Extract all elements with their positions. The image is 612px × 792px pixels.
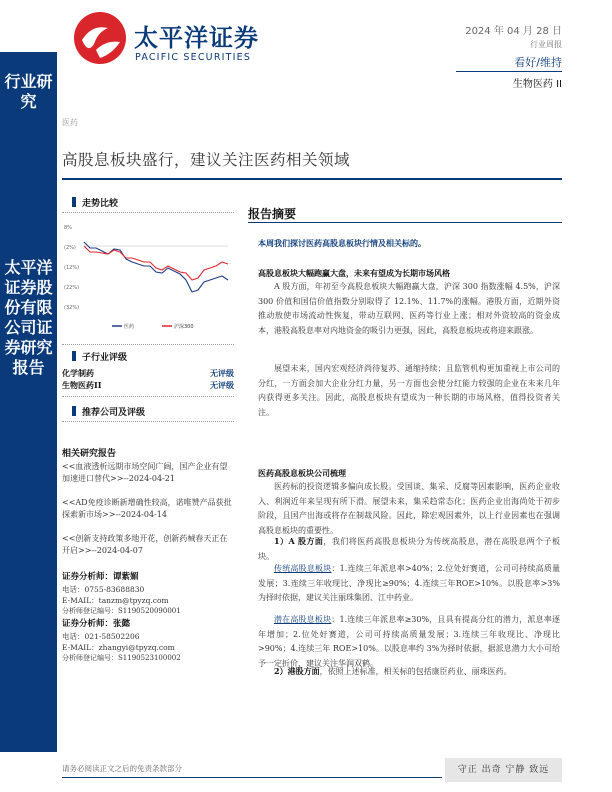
related-section-title: 相关研究报告 xyxy=(62,449,117,459)
summary-intro: 本周我们探讨医药高股息板块行情及相关标的。 xyxy=(258,238,426,248)
rating-value: 无评级 xyxy=(210,368,234,378)
analyst-email[interactable]: E-MAIL：zhangyi@tpyzq.com xyxy=(62,643,175,652)
trend-section-title xyxy=(82,196,118,209)
section2-title: 医药高股息板块公司梳理 xyxy=(258,468,346,478)
recommend-title-text: 推荐公司及评级 xyxy=(82,408,146,418)
divider xyxy=(62,212,234,213)
section1-paragraph2: 展望未来，国内宏观经济尚待复苏、通缩持续；且监管机构更加重视上市公司的分红，一方面会加大企业分红力量，另一方面也会使分红能力较强的企业在未来几年内获得更多关注。因此，高股息板块有望成为一种长期的市场风格，值得投资者关注。 xyxy=(258,364,560,417)
chart-series xyxy=(84,242,228,292)
divider xyxy=(62,344,234,345)
analyst-phone: 电话：0755-83688830 xyxy=(62,585,145,594)
divider xyxy=(62,396,234,397)
rating-industry: 生物医药II xyxy=(62,380,102,390)
y-tick-label: 8% xyxy=(64,225,72,231)
sector-tag: 医药 xyxy=(62,118,78,127)
related-report-link[interactable]: <<创新支持政策多地开花，创新药械春天正在开启>>--2024-04-07 xyxy=(62,534,228,555)
section-marker xyxy=(72,406,76,416)
title-divider xyxy=(62,178,562,180)
related-report-link[interactable]: <<AD免疫诊断新增确性较高，诺唯赞产品获批探索新市场>>--2024-04-14 xyxy=(62,498,232,519)
chart-legend xyxy=(112,323,194,330)
section1-paragraph1: A 股方面，年初至今高股息板块大幅跑赢大盘，沪深 300 指数涨幅 4.5%，沪深 300 价值和国信价值指数分别取得了 12.1%、11.7%的涨幅。港股方面，近期外资推动敖使市场流动性恢复，带动互联网、医药等行业上涨；相对外资较高的资金成本，港股高股息率对内地资金的吸引力更强，因此，高股息板块或将迎来跟涨。 xyxy=(258,282,560,335)
footer-divider xyxy=(62,777,442,778)
y-tick-label: (22%) xyxy=(64,285,80,291)
section2-paragraph3 xyxy=(258,562,560,606)
legend-label: 医药 xyxy=(124,324,135,330)
trend-chart xyxy=(62,218,234,338)
divider xyxy=(62,421,234,422)
analyst-cert: 分析师登记编号：S1190520090001 xyxy=(62,607,181,615)
section1-title: 高股息板块大幅跑赢大盘，未来有望成为长期市场风格 xyxy=(258,268,450,278)
related-report-link[interactable]: <<血液透析远期市场空间广阔，国产企业有望加速进口替代>>--2024-04-21 xyxy=(62,462,228,483)
y-tick-label: (12%) xyxy=(64,265,80,271)
rating-table xyxy=(62,368,234,392)
paragraph-body: ，我们将医药高股息板块分为传统高股息，潜在高股息两个子板块。 xyxy=(258,537,561,561)
paragraph-body: ：1.连续三年派息率≥30%，且具有提高分红的潜力，派息率逐年增加；2.位处好赛道，公司可持续高质量发展；3.连续三年收现比、净现比>90%；4.连续三年 ROE>10%。以股息率约 3%为择时依据，据派息潜力大小可给予一定折价，建议关注华润双鹤。 xyxy=(258,615,561,668)
section2-paragraph1: 医药标的投资逻辑多偏向成长股。受国谈、集采、反腐等因素影响，医药企业收入、利润近年来呈现有所下滑。展望未来，集采趋常态化；医药企业出海尚处于初步阶段，且国产出海或将存在制裁风险。因此，除宏观因素外，以上行业因素也在强调高股息板块的重要性。 xyxy=(258,482,560,535)
analyst-1 xyxy=(62,571,139,583)
analyst-2 xyxy=(62,618,130,630)
company-motto: 守正 出奇 宁静 致远 xyxy=(445,758,562,782)
analyst-name: 谭紫媚 xyxy=(113,572,139,582)
analyst-role: 证券分析师： xyxy=(62,572,114,582)
analyst-role: 证券分析师： xyxy=(62,619,114,629)
section-marker xyxy=(72,197,76,207)
series-line-沪深300 xyxy=(84,246,228,280)
report-date: 2024 年 04 月 28 日 xyxy=(465,26,562,37)
summary-heading: 报告摘要 xyxy=(248,207,297,221)
logo-english-name: PACIFIC SECURITIES xyxy=(135,52,252,63)
y-axis-ticks xyxy=(64,225,228,311)
paragraph-lead: 传统高股息板块 xyxy=(274,564,332,573)
industry-rating: 看好/维持 xyxy=(514,56,562,69)
rating-row xyxy=(62,380,234,392)
series-line-医药 xyxy=(84,242,228,292)
y-tick-label: (32%) xyxy=(64,305,80,311)
section2-paragraph2 xyxy=(258,534,560,564)
report-type: 行业周报 xyxy=(530,40,562,49)
header-divider xyxy=(456,71,562,72)
section2-paragraph5 xyxy=(258,664,560,680)
paragraph-body: ，依照上述标准，相关标的包括康臣药业、丽珠医药。 xyxy=(319,667,512,676)
industry-name: 生物医药 II xyxy=(512,79,562,90)
rating-title-text: 子行业评级 xyxy=(82,353,128,363)
rating-industry: 化学制药 xyxy=(62,368,94,378)
footer-disclaimer: 请务必阅读正文之后的免责条款部分 xyxy=(62,764,182,773)
logo-chinese-name: 太平洋证券 xyxy=(134,24,259,52)
legend-label: 沪深300 xyxy=(174,324,194,330)
y-tick-label: (2%) xyxy=(64,245,76,251)
analyst-cert: 分析师登记编号：S1190523100002 xyxy=(62,654,181,662)
sidebar-label-industry-research: 行业研究 xyxy=(4,72,53,111)
section2-paragraph4 xyxy=(258,613,560,671)
analyst-phone: 电话：021-58502206 xyxy=(62,632,140,641)
paragraph-body: ：1.连续三年派息率>40%；2.位处好赛道，公司可持续高质量发展；3.连续三年收现比、净现比≥90%；4.连续三年ROE>10%。以股息率>3%为择时依据，建议关注丽珠集团、江中药业。 xyxy=(258,564,561,603)
paragraph-lead: 潜在高股息板块 xyxy=(274,615,332,624)
recommend-section-title xyxy=(82,405,145,418)
paragraph-lead: 1）A 股方面 xyxy=(274,536,324,546)
paragraph-lead: 2）港股方面 xyxy=(274,666,320,676)
pacific-securities-logo-icon xyxy=(72,10,128,66)
report-title: 高股息板块盛行，建议关注医药相关领域 xyxy=(62,151,351,169)
rating-value: 无评级 xyxy=(210,380,234,390)
analyst-name: 张懿 xyxy=(113,619,131,629)
sidebar-label-company: 太平洋证券股份有限公司证券研究报告 xyxy=(4,258,53,377)
rating-section-title xyxy=(82,350,127,363)
summary-divider xyxy=(248,222,562,223)
section-marker xyxy=(72,351,76,361)
rating-row xyxy=(62,368,234,380)
trend-title-text: 走势比较 xyxy=(82,199,119,209)
sidebar-band xyxy=(0,52,57,752)
analyst-email[interactable]: E-MAIL：tanzm@tpyzq.com xyxy=(62,596,169,605)
